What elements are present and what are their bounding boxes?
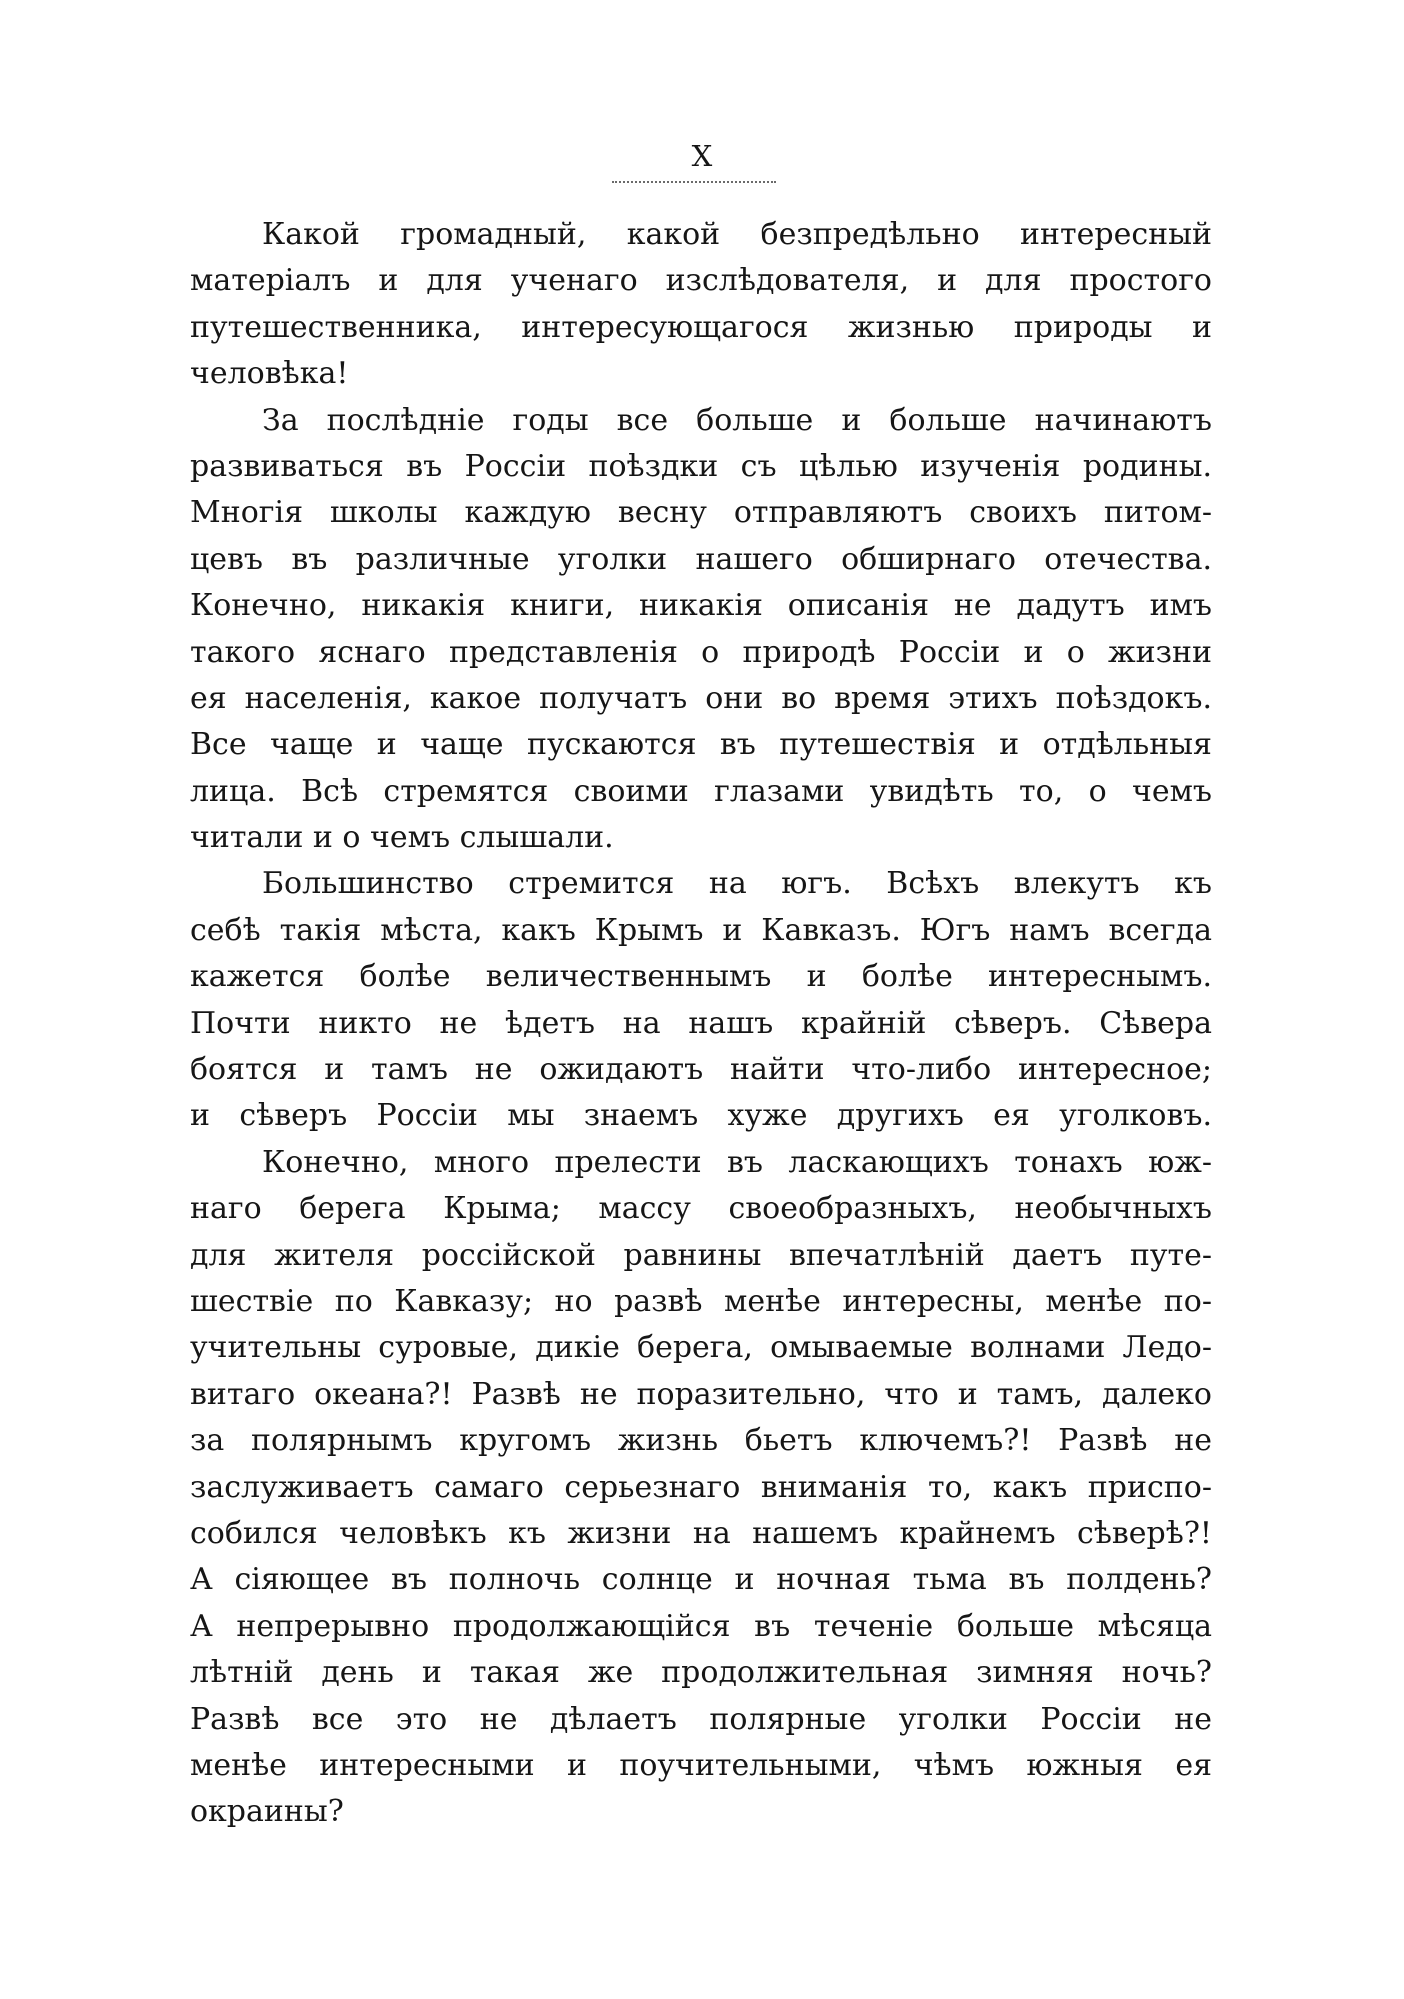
- text-line: цевъ въ различные уголки нашего обширнаго отечества.: [190, 541, 1212, 577]
- text-line: менѣе интересными и поучительными, чѣмъ южныя ея: [190, 1747, 1212, 1783]
- text-line: собился человѣкъ къ жизни на нашемъ крайнемъ сѣверѣ?!: [190, 1515, 1212, 1551]
- text-line: А сіяющее въ полночь солнце и ночная тьма въ полдень?: [190, 1562, 1212, 1598]
- text-line: лѣтній день и такая же продолжительная зимняя ночь?: [190, 1655, 1212, 1691]
- text-line: Большинство стремится на югъ. Всѣхъ влекутъ къ: [262, 866, 1212, 902]
- text-line: развиваться въ Россіи поѣздки съ цѣлью изученія родины.: [190, 448, 1212, 484]
- text-line: путешественника, интересующагося жизнью природы и: [190, 309, 1212, 345]
- text-line: Какой громадный, какой безпредѣльно интересный: [262, 217, 1212, 252]
- text-line: Конечно, много прелести въ ласкающихъ тонахъ юж-: [262, 1144, 1212, 1180]
- text-line: кажется болѣе величественнымъ и болѣе интереснымъ.: [190, 959, 1212, 995]
- paragraph-1: [190, 212, 1212, 398]
- text-line: окраины?: [190, 1794, 344, 1830]
- text-line: Многія школы каждую весну отправляютъ своихъ питом-: [190, 495, 1212, 531]
- text-line: Почти никто не ѣдетъ на нашъ крайній сѣверъ. Сѣвера: [190, 1005, 1212, 1041]
- page-number: X: [691, 139, 713, 173]
- text-line: Развѣ все это не дѣлаетъ полярные уголки Россіи не: [190, 1701, 1212, 1737]
- text-line: за полярнымъ кругомъ жизнь бьетъ ключемъ?! Развѣ не: [190, 1423, 1212, 1459]
- text-line: человѣка!: [190, 356, 349, 392]
- text-line: для жителя россійской равнины впечатлѣній даетъ путе-: [190, 1237, 1212, 1273]
- text-line: читали и о чемъ слышали.: [190, 820, 614, 856]
- text-line: боятся и тамъ не ожидаютъ найти что-либо интересное;: [190, 1052, 1212, 1088]
- text-line: Конечно, никакія книги, никакія описанія не дадутъ имъ: [190, 588, 1212, 624]
- text-line: учительны суровые, дикіе берега, омываемые волнами Ледо-: [190, 1330, 1212, 1366]
- text-line: и сѣверъ Россіи мы знаемъ хуже другихъ ея уголковъ.: [190, 1098, 1212, 1134]
- header-rule: [612, 181, 776, 183]
- text-line: ея населенія, какое получатъ они во время этихъ поѣздокъ.: [190, 680, 1212, 716]
- text-line: Все чаще и чаще пускаются въ путешествія и отдѣльныя: [190, 727, 1212, 763]
- text-line: наго берега Крыма; массу своеобразныхъ, необычныхъ: [190, 1191, 1212, 1227]
- text-line: лица. Всѣ стремятся своими глазами увидѣть то, о чемъ: [190, 773, 1212, 809]
- text-line: А непрерывно продолжающійся въ теченіе больше мѣсяца: [190, 1608, 1212, 1644]
- body-text: [190, 212, 1212, 1836]
- text-line: себѣ такія мѣста, какъ Крымъ и Кавказъ. Югъ намъ всегда: [190, 912, 1212, 948]
- paragraph-3: [190, 861, 1212, 1139]
- text-line: матеріалъ и для ученаго изслѣдователя, и для простого: [190, 263, 1212, 299]
- text-line: заслуживаетъ самаго серьезнаго вниманія то, какъ приспо-: [190, 1469, 1212, 1505]
- text-line: шествіе по Кавказу; но развѣ менѣе интересны, менѣе по-: [190, 1283, 1212, 1319]
- paragraph-4: [190, 1140, 1212, 1836]
- text-line: витаго океана?! Развѣ не поразительно, что и тамъ, далеко: [190, 1376, 1212, 1412]
- text-line: такого яснаго представленія о природѣ Россіи и о жизни: [190, 634, 1212, 670]
- text-line: За послѣдніе годы все больше и больше начинаютъ: [262, 402, 1212, 438]
- paragraph-2: [190, 398, 1212, 862]
